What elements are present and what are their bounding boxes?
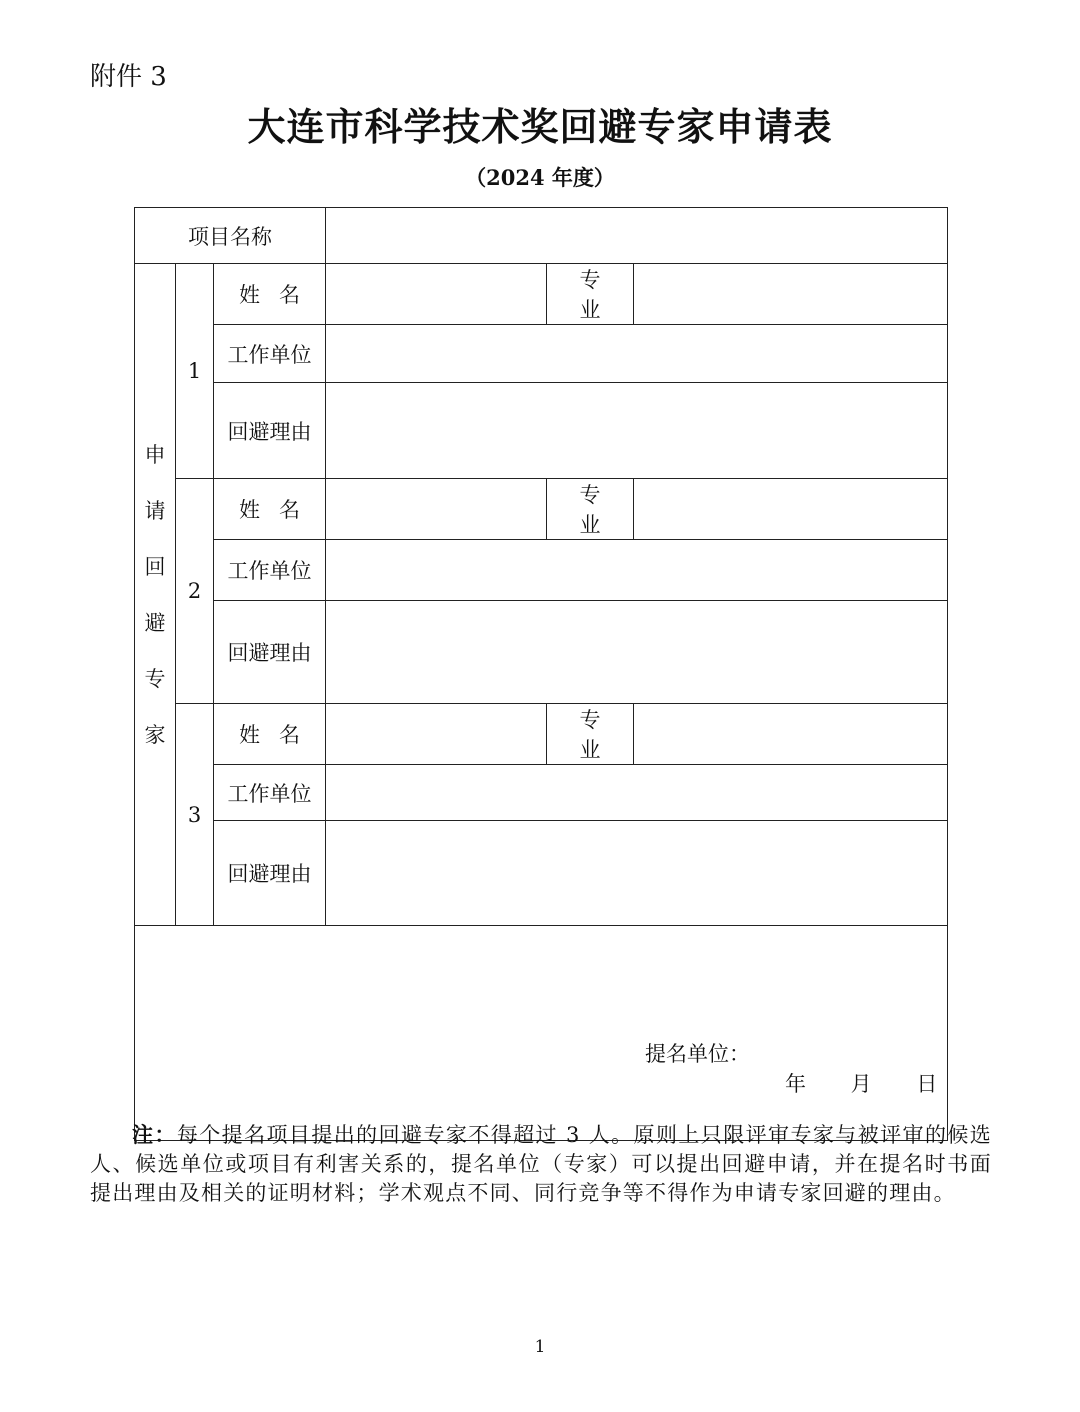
attachment-label: 附件 3 <box>90 62 167 92</box>
expert-2-major-label: 专业 <box>547 479 634 540</box>
footnote <box>90 1120 992 1208</box>
expert-1-org-label: 工作单位 <box>214 325 326 383</box>
expert-3-reason-label: 回避理由 <box>214 821 326 926</box>
expert-2-reason-field[interactable] <box>326 601 948 704</box>
expert-2-org-label: 工作单位 <box>214 540 326 601</box>
expert-1-name-label: 姓名 <box>214 264 326 325</box>
footnote-prefix: 注： <box>132 1122 177 1147</box>
signature-block[interactable] <box>135 926 948 1141</box>
expert-2-major-field[interactable] <box>634 479 948 540</box>
expert-1-org-field[interactable] <box>326 325 948 383</box>
expert-2-reason-label: 回避理由 <box>214 601 326 704</box>
expert-3-index: 3 <box>176 704 214 926</box>
signature-date: 年 月 日 <box>785 1072 938 1096</box>
expert-3-org-field[interactable] <box>326 765 948 821</box>
expert-1-name-field[interactable] <box>326 264 547 325</box>
project-name-field[interactable] <box>326 208 948 264</box>
expert-3-org-label: 工作单位 <box>214 765 326 821</box>
year-subtitle: （2024 年度） <box>465 165 615 190</box>
expert-1-major-field[interactable] <box>634 264 948 325</box>
expert-3-name-field[interactable] <box>326 704 547 765</box>
expert-1-reason-field[interactable] <box>326 383 948 479</box>
expert-2-name-field[interactable] <box>326 479 547 540</box>
expert-3-reason-field[interactable] <box>326 821 948 926</box>
expert-1-major-label: 专业 <box>547 264 634 325</box>
expert-2-org-field[interactable] <box>326 540 948 601</box>
project-name-label: 项目名称 <box>135 208 326 264</box>
expert-2-name-label: 姓名 <box>214 479 326 540</box>
application-form-table <box>134 207 948 1141</box>
section-label-vertical: 申 请 回 避 专 家 <box>135 264 176 926</box>
expert-1-reason-label: 回避理由 <box>214 383 326 479</box>
nominating-unit-label: 提名单位： <box>645 1042 750 1066</box>
expert-2-index: 2 <box>176 479 214 704</box>
expert-3-name-label: 姓名 <box>214 704 326 765</box>
page-number: 1 <box>534 1337 546 1357</box>
expert-1-index: 1 <box>176 264 214 479</box>
expert-3-major-field[interactable] <box>634 704 948 765</box>
page-title: 大连市科学技术奖回避专家申请表 <box>247 104 833 149</box>
footnote-text: 每个提名项目提出的回避专家不得超过 3 人。原则上只限评审专家与被评审的候选人、候选单位或项目有利害关系的，提名单位（专家）可以提出回避申请，并在提名时书面提出理由及相关的证明材料；学术观点不同、同行竞争等不得作为申请专家回避的理由。 <box>90 1123 992 1205</box>
expert-3-major-label: 专业 <box>547 704 634 765</box>
